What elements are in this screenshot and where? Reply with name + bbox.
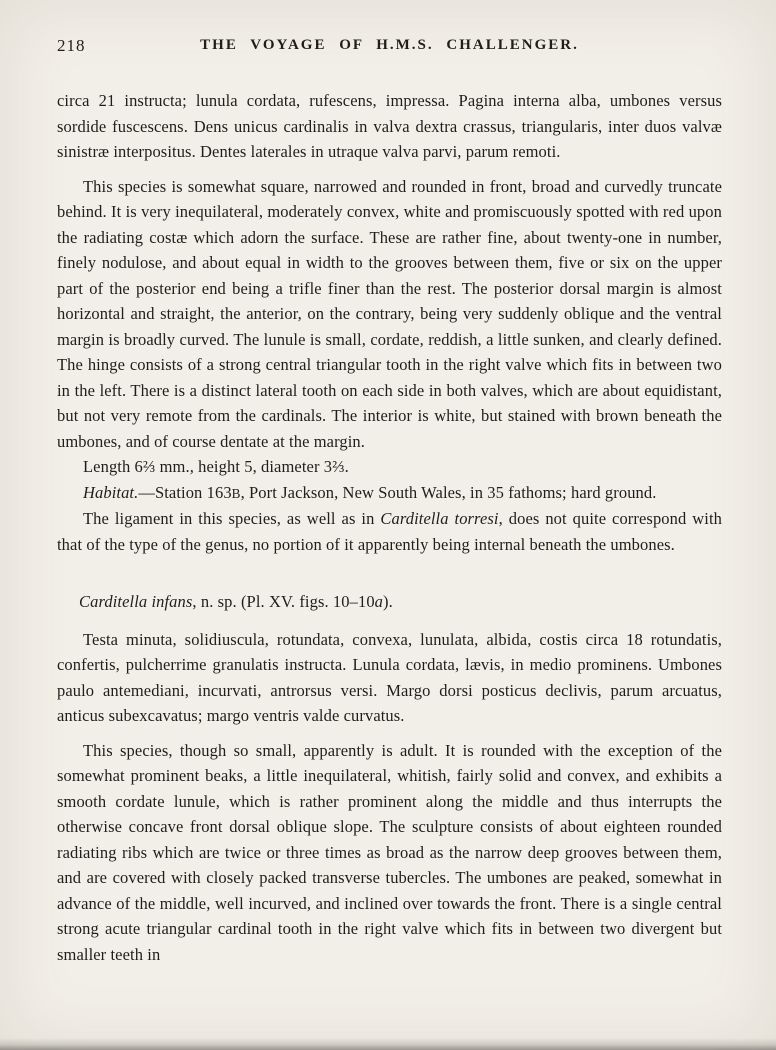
species-heading (57, 589, 722, 615)
paragraph-measurements (57, 454, 722, 480)
page-number: 218 (57, 36, 86, 55)
paragraph-latin-diagnosis-continued (57, 88, 722, 165)
text-run: The ligament in this species, as well as in (83, 509, 381, 528)
text-run: ). (383, 592, 393, 611)
running-title: THE VOYAGE OF H.M.S. CHALLENGER. (200, 37, 579, 53)
scan-bottom-edge-shadow (0, 1038, 776, 1050)
text-run: —Station 163 (138, 482, 232, 502)
text-run: Habitat. (83, 482, 139, 502)
text-run: circa 21 instructa; lunula cordata, rufescens, impressa. Pagina interna alba, umbones versus sordide fuscescens. Dens unicus cardinalis in valva dextra crassus, triangularis, inter duos valvæ sinistræ interpositus. Dentes laterales in utraque valva parvi, parum remoti. (57, 91, 722, 161)
page-body (57, 88, 722, 967)
text-run: , Port Jackson, New South Wales, in 35 fathoms; hard ground. (240, 482, 657, 502)
paragraph-ligament-note (57, 506, 722, 557)
text-run: This species, though so small, apparently is adult. It is rounded with the exception of the somewhat prominent beaks, a little inequilateral, whitish, fairly solid and convex, and exhibits a smooth cordate lunule, which is rather prominent along the middle and thus interrupts the otherwise concave front dorsal oblique slope. The sculpture consists of about eighteen rounded radiating ribs which are twice or three times as broad as the narrow deep grooves between them, and are covered with closely packed transverse tubercles. The umbones are peaked, somewhat in advance of the middle, well incurved, and inclined over towards the front. There is a single central strong acute triangular cardinal tooth in the right valve which fits in between two divergent but smaller teeth in (57, 740, 722, 964)
text-run: B (231, 485, 241, 501)
text-run: , does not quite correspond with that of the type of the genus, no portion of it apparently being internal beneath the umbones. (57, 509, 723, 554)
paragraph-species-description-infans (57, 738, 722, 968)
text-run: , n. sp. (Pl. XV. figs. 10–10 (192, 592, 375, 611)
page-header (57, 36, 722, 62)
text-run: This species is somewhat square, narrowed and rounded in front, broad and curvedly truncate behind. It is very inequilateral, moderately convex, white and promiscuously spotted with red upon the radiating costæ which adorn the surface. These are rather fine, about twenty-one in number, finely nodulose, and about equal in width to the grooves between them, five or six on the upper part of the posterior end being a trifle finer than the rest. The posterior dorsal margin is almost horizontal and straight, the anterior, on the contrary, being very suddenly oblique and the ventral margin is broadly curved. The lunule is small, cordate, reddish, a little sunken, and clearly defined. The hinge consists of a strong central triangular tooth in the right valve which fits in between two in the left. There is a distinct lateral tooth on each side in both valves, which are about equidistant, but not very remote from the cardinals. The interior is white, but stained with brown beneath the umbones, and of course dentate at the margin. (57, 176, 722, 451)
text-run: Carditella torresi (380, 509, 499, 528)
paragraph-latin-diagnosis-infans (57, 627, 722, 729)
text-run: Length 6⅔ mm., height 5, diameter 3⅔. (83, 457, 349, 476)
text-run: Carditella infans (79, 592, 193, 611)
text-run: Testa minuta, solidiuscula, rotundata, convexa, lunulata, albida, costis circa 18 rotundatis, confertis, pulcherrime granulatis instructa. Lunula cordata, lævis, in medio prominens. Umbones paulo antemediani, incurvati, antrorsus versi. Margo dorsi posticus declivis, parum arcuatus, anticus subexcavatus; margo ventris valde curvatus. (57, 629, 722, 725)
text-run: a (374, 592, 384, 611)
paragraph-habitat (57, 480, 722, 507)
paragraph-species-description (57, 174, 722, 455)
